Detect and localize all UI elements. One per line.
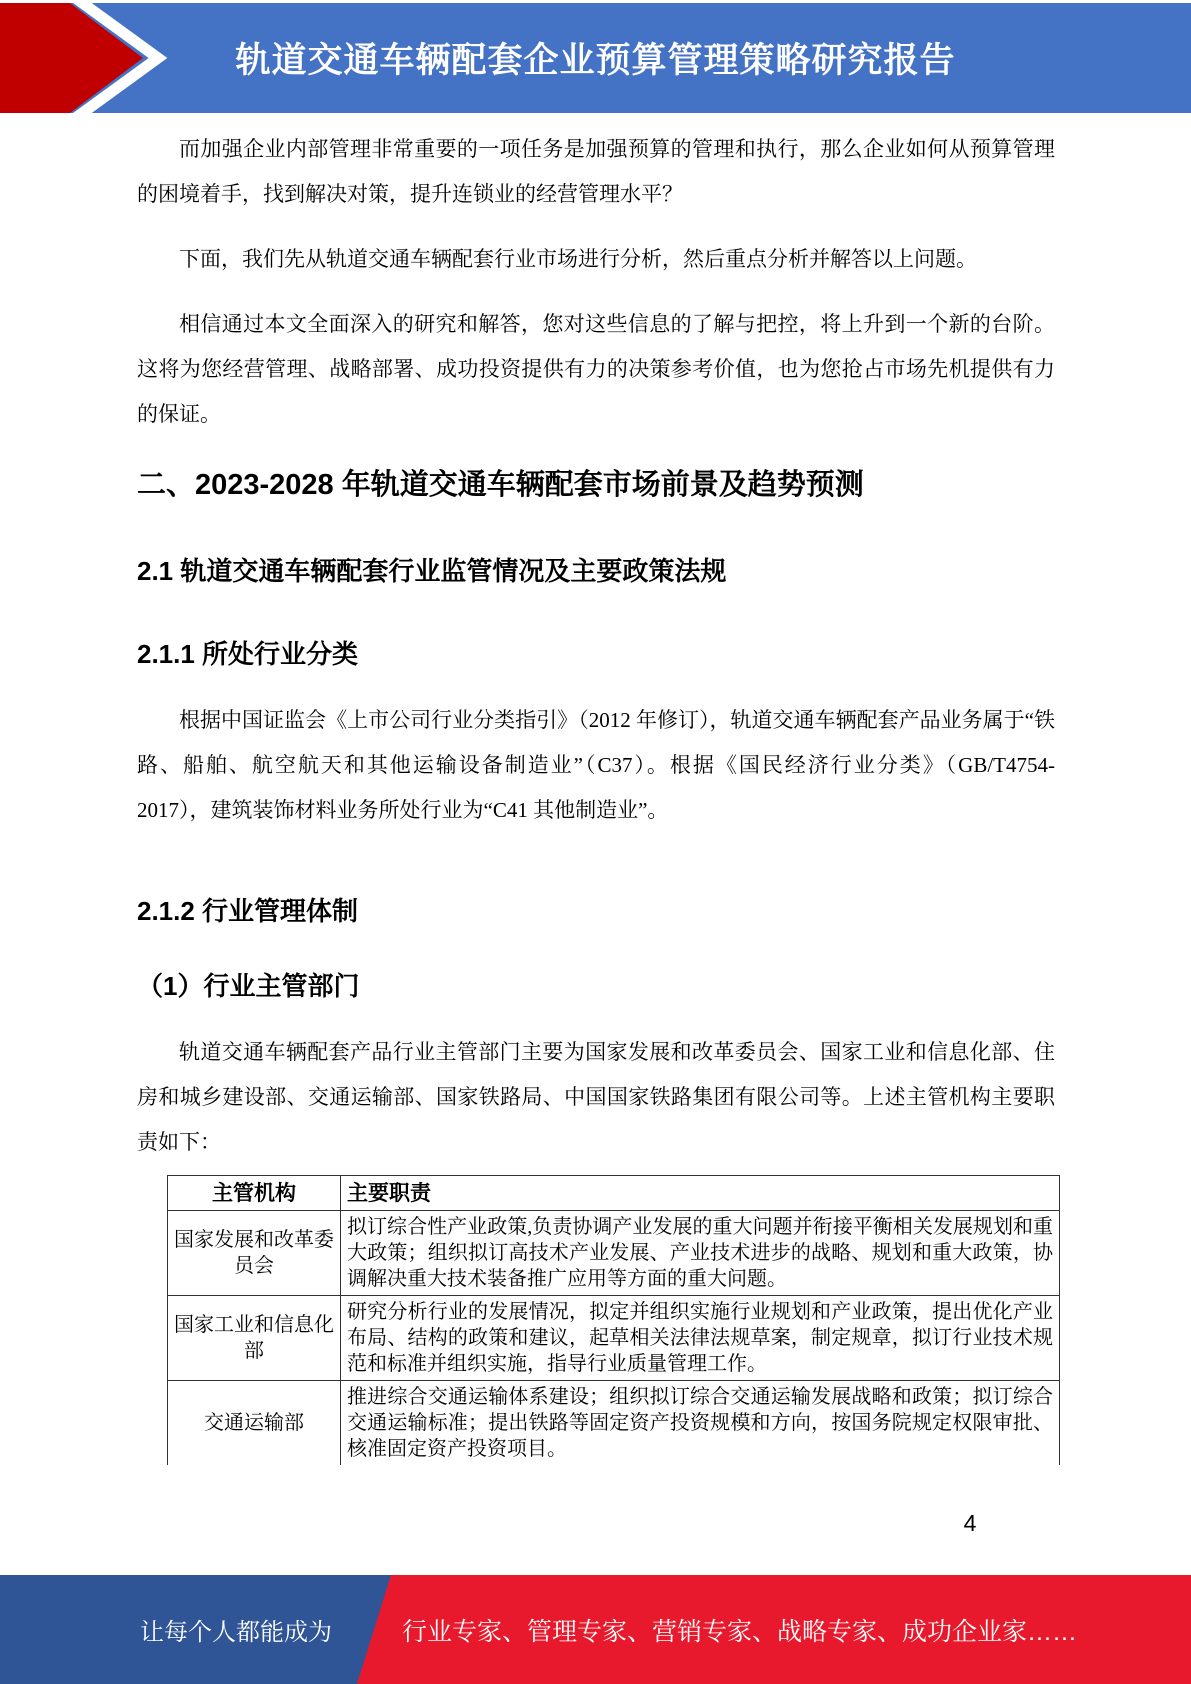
- report-header-banner: [0, 0, 1191, 116]
- table-row: [168, 1211, 1060, 1296]
- table-row: [168, 1381, 1060, 1466]
- table-header-org: 主管机构: [168, 1176, 341, 1211]
- section-heading-2: 二、2023-2028 年轨道交通车辆配套市场前景及趋势预测: [137, 469, 864, 501]
- table-header-row: [168, 1176, 1060, 1211]
- authorities-paragraph: 轨道交通车辆配套产品行业主管部门主要为国家发展和改革委员会、国家工业和信息化部、住房和城乡建设部、交通运输部、国家铁路局、中国国家铁路集团有限公司等。上述主管机构主要职责如下：: [137, 1040, 1055, 1155]
- section-heading-2-1: 2.1 轨道交通车辆配套行业监管情况及主要政策法规: [137, 556, 727, 587]
- footer-slogan-left: 让每个人都能成为: [140, 1619, 332, 1646]
- table-cell-org: 国家发展和改革委员会: [168, 1211, 341, 1296]
- table-header-duty: 主要职责: [341, 1176, 1060, 1211]
- table-row: [168, 1296, 1060, 1381]
- table-cell-duty: 研究分析行业的发展情况，拟定并组织实施行业规划和产业政策，提出优化产业布局、结构的政策和建议，起草相关法律法规草案，制定规章，拟订行业技术规范和标准并组织实施，指导行业质量管理工作。: [341, 1296, 1060, 1381]
- section-heading-2-1-1: 2.1.1 所处行业分类: [137, 638, 359, 669]
- footer-banner: [0, 1575, 1191, 1684]
- report-title: 轨道交通车辆配套企业预算管理策略研究报告: [235, 41, 956, 80]
- intro-paragraph-1: 而加强企业内部管理非常重要的一项任务是加强预算的管理和执行，那么企业如何从预算管理的困境着手，找到解决对策，提升连锁业的经营管理水平？: [137, 137, 1055, 206]
- intro-paragraph-3: 相信通过本文全面深入的研究和解答，您对这些信息的了解与把控，将上升到一个新的台阶。这将为您经营管理、战略部署、成功投资提供有力的决策参考价值，也为您抢占市场先机提供有力的保证。: [137, 312, 1055, 426]
- table-cell-duty: 推进综合交通运输体系建设；组织拟订综合交通运输发展战略和政策；拟订综合交通运输标准；提出铁路等固定资产投资规模和方向，按国务院规定权限审批、核准固定资产投资项目。: [341, 1381, 1060, 1466]
- table-cell-duty: 拟订综合性产业政策,负责协调产业发展的重大问题并衔接平衡相关发展规划和重大政策；组织拟订高技术产业发展、产业技术进步的战略、规划和重大政策，协调解决重大技术装备推广应用等方面的重大问题。: [341, 1211, 1060, 1296]
- intro-paragraph-2: 下面，我们先从轨道交通车辆配套行业市场进行分析，然后重点分析并解答以上问题。: [179, 247, 977, 271]
- footer-slogan-right: 行业专家、管理专家、营销专家、战略专家、成功企业家……: [402, 1617, 1078, 1646]
- section-heading-2-1-2: 2.1.2 行业管理体制: [137, 896, 359, 927]
- page-number: 4: [963, 1510, 977, 1536]
- table-cell-org: 交通运输部: [168, 1381, 341, 1466]
- industry-classification-paragraph: 根据中国证监会《上市公司行业分类指引》（2012 年修订），轨道交通车辆配套产品业务属于“铁路、船舶、航空航天和其他运输设备制造业”（C37）。根据《国民经济行业分类》（GB/T4754-2017），建筑装饰材料业务所处行业为“C41 其他制造业”。: [137, 708, 1055, 823]
- subsection-heading-competent-authorities: （1）行业主管部门: [137, 970, 360, 1001]
- table-cell-org: 国家工业和信息化部: [168, 1296, 341, 1381]
- regulators-table: [167, 1175, 1060, 1465]
- document-body: [137, 113, 1055, 1465]
